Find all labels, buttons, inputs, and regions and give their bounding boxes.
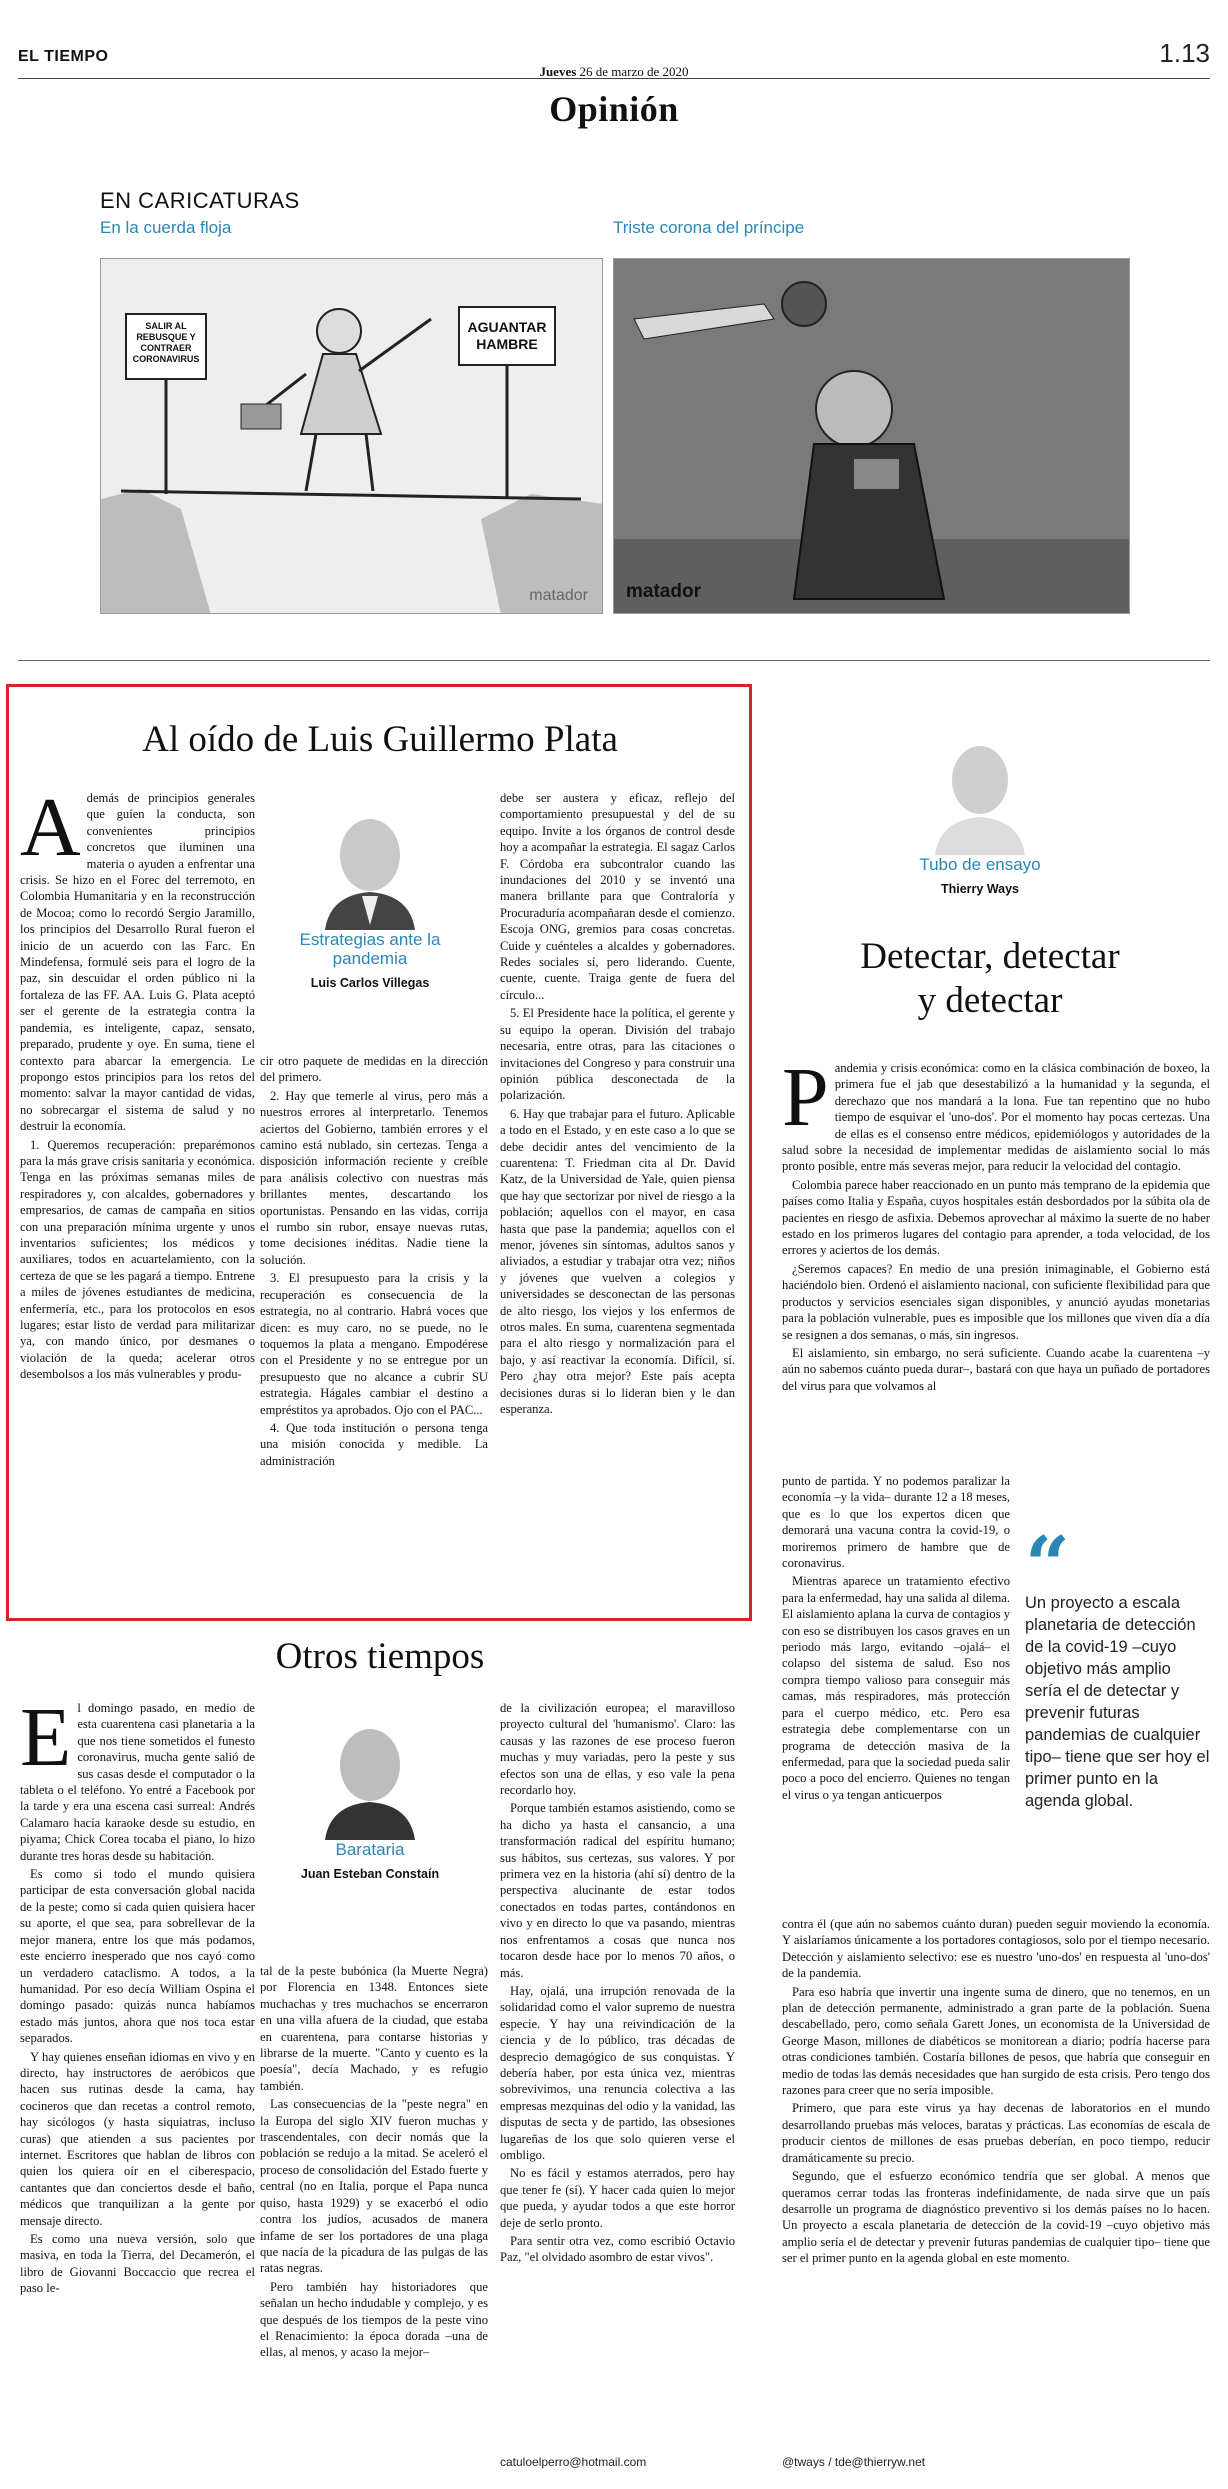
ways-col-top (782, 1060, 1210, 1470)
paragraph: El aislamiento, sin embargo, no será suficiente. Cuando acabe la cuarentena –y aún no sabemos cuánto pueda durar–, bastará con que haya un puñado de portadores del virus para que volvamos al (782, 1345, 1210, 1393)
author-photo (310, 1710, 430, 1840)
drop-cap: P (782, 1060, 829, 1144)
page-number: 1.13 (1159, 38, 1210, 68)
paragraph: Las consecuencias de la "peste negra" en la Europa del siglo XIV fueron muchas y trascendentales, con decir nomás que la población se redujo a la mitad. Se aceleró el proceso de consolidación del Estado fuerte y central (no en Italia, porque el Papa nunca quiso, hasta 1929) y se exacerbó el odio contra los judíos, acusados de manera infame de ser los portadores de una plaga que nacía de la picadura de las pulgas de las ratas negras. (260, 2097, 488, 2276)
plata-byline (260, 800, 480, 990)
column-title-plata: Al oído de Luis Guillermo Plata (142, 719, 618, 760)
paragraph: Mientras aparece un tratamiento efectivo para la enfermedad, hay una salida al dilema. El aislamiento aplana la curva de contagios y con eso se distribuyen los casos graves en un periodo más largo, evitando –ojalá– el colapso del sistema de salud. Eso nos compra tiempo valioso para conseguir más camas, más respiradores, más protección para el cuerpo médico, etc. Pero esa estrategia debe complementarse con un programa de detección masiva de la enfermedad, para que la sociedad pueda salir poco a poco del encierro. Quienes no tengan el virus o ya tengan anticuerpos (782, 1574, 1010, 1802)
paragraph: No es fácil y estamos aterrados, pero hay que tener fe (sí). Y hacer cada quien lo mejor que pueda, y ayudar todos a que este horror deje de serlo pronto. (500, 2166, 735, 2230)
ways-col-bottom (782, 1916, 1210, 2436)
otros-byline (260, 1710, 480, 1881)
cartoonist-signature: matador (626, 581, 701, 602)
cartoon-right-title: Triste corona del príncipe (613, 218, 805, 237)
title-line: Detectar, detectar (860, 936, 1120, 977)
sign-right: AGUANTAR HAMBRE (467, 319, 547, 352)
cartoon-tightrope (100, 258, 603, 614)
paragraph: 4. Que toda institución o persona tenga una misión conocida y medible. La administración (260, 1420, 488, 1468)
paragraph: Pandemia y crisis económica: como en la clásica combinación de boxeo, la primera fue el jab que desestabilizó a la humanidad y la segunda, el derechazo que nos mandará a la lona. Fue tan repentino que no hubo tiempo de esquivar el 'uno-dos'. Por el momento hay pocas certezas. Una de ellas es el consenso entre médicos, epidemiólogos y autoridades de la salud sobre la necesidad de implementar medidas de aislamiento social lo más pronto posible, entre más severas mejor, para reducir la velocidad del contagio. (782, 1060, 1210, 1174)
ways-col-mid (782, 1473, 1010, 1913)
paragraph: punto de partida. Y no podemos paralizar la economía –y la vida– durante 12 a 18 meses, que es lo que los expertos dicen que demorará una vacuna contra la covid-19, o moriremos primero de hambre que de coronavirus. (782, 1474, 1010, 1571)
author-email[interactable]: catuloelperro@hotmail.com (500, 2455, 647, 2469)
drop-cap: E (20, 1700, 72, 1784)
paragraph: contra él (que aún no sabemos cuánto duran) pueden seguir moviendo la economía. Y aislaríamos únicamente a los portadores contagiosos, solo por el tiempo necesario. Detección y aislamiento selectivo: ese es nuestro 'uno-dos' en respuesta al 'uno-dos' de la pandemia. (782, 1917, 1210, 1981)
author-photo (310, 800, 430, 930)
paragraph: 2. Hay que temerle al virus, pero más a nuestros errores al interpretarlo. Tenemos aciertos del Gobierno, también errores y el camino está nublado, sin certezas. Tenga a disposición información reciente y creíble para análisis colectivo con nuestras más brillantes mentes, descartando los oportunistas. Pensando en las vidas, corrija el rumbo sin rubor, ensaye nuevas rutas, tome decisiones inéditas. Nadie tiene la solución. (260, 1088, 488, 1267)
cartoon-prince (613, 258, 1130, 614)
masthead: EL TIEMPO (18, 48, 109, 65)
weekday: Jueves (539, 64, 577, 79)
quote-icon: “ (1025, 1520, 1070, 1611)
paragraph: tal de la peste bubónica (la Muerte Negra) por Florencia en 1348. Entonces siete muchachas y tres muchachos se encerraron en una villa afuera de la ciudad, que estaba en cuarentena, para contarse historias y librarse de la muerte. "Canto y cuento es la poesía", decía Machado, y es refugio también. (260, 1964, 488, 2093)
pull-quote-text: Un proyecto a escala planetaria de detección de la covid-19 –cuyo objetivo más amplio sería el de detectar y prevenir futuras pandemias de cualquier tipo– tiene que ser hoy el primer punto en la agenda global. (1025, 1594, 1210, 1810)
section-title: Opinión (549, 89, 679, 129)
author-name: Thierry Ways (940, 882, 1020, 896)
paragraph: Segundo, que el esfuerzo económico tendría que ser global. A menos que queramos cerrar todas las fronteras indefinidamente, de nada sirve que un país desarrolle un programa de diagnóstico preventivo si los demás países no lo hacen. Un proyecto a escala planetaria de detección de la covid-19 –cuyo objetivo más amplio sería el de detectar y prevenir futuras pandemias de cualquier tipo– tiene que ser el primer punto en la agenda global en este momento. (782, 2169, 1210, 2266)
paragraph: Primero, que para este virus ya hay decenas de laboratorios en el mundo desarrollando pruebas más veloces, baratas y prácticas. Las economías de escala de producir cientos de millones de esas pruebas deberían, en poco tiempo, reducir dramáticamente su precio. (782, 2101, 1210, 2165)
column-title-otros: Otros tiempos (275, 1636, 485, 1677)
paragraph: Para sentir otra vez, como escribió Octavio Paz, "el olvidado asombro de estar vivos". (500, 2234, 735, 2265)
cartoons-divider (18, 660, 1210, 661)
paragraph: 1. Queremos recuperación: preparémonos para la más grave crisis sanitaria y económica. Tenga en las próximas semanas miles de respiradores y, con alcaldes, gobernadores y empresarios, de camas de campaña en sitios con una preparación mínima urgente y unos inventarios suficientes; los médicos y auxiliares, todos en acuartelamiento, con la certeza de que se les pagará a tiempo. Entrene a miles de jóvenes estudiantes de medicina, enfermería, etc., para los protocolos en esos lugares; estar listo de verdad para militarizar ya, con mando único, por desmanes o violación de la queda; acelerar otros desembolsos a los más vulnerables y produ- (20, 1137, 255, 1382)
cartoon-left-title: En la cuerda floja (100, 218, 232, 237)
paragraph: debe ser austera y eficaz, reflejo del comportamiento presupuestal y del de su equipo. Invite a los órganos de control desde hoy a acompañar la estrategia. El sagaz Carlos F. Córdoba era subcontralor cuando las inundaciones del 2010 y se inventó una manera brillante para que Contraloría y Procuraduría acompañaran desde el comienzo. Escoja ONG, gremios para cosas concretas. Cuide y cuénteles a alcaldes y gobernadores. Redes sociales sí, pero liderando. Cuente, cuente, cuente. Traiga gente de fuera del círculo... (500, 791, 735, 1002)
author-photo (920, 725, 1040, 855)
paragraph: ¿Seremos capaces? En medio de una presión inimaginable, el Gobierno está haciéndolo bien. Ordenó el aislamiento nacional, con suficiente flexibilidad para que productos y servicios esenciales sigan disponibles, y anunció ayudas monetarias para la población vulnerable, pues es imposible que los millones que viven día a día se resignen a dos semanas, o más, sin ingresos. (782, 1261, 1210, 1342)
date: 26 de marzo de 2020 (579, 64, 689, 79)
author-contact[interactable]: @tways / tde@thierryw.net (782, 2455, 926, 2469)
paragraph: 3. El presupuesto para la crisis y la recuperación es consecuencia de la estrategia, no al contrario. Habrá voces que dicen: es muy caro, no se puede, no le toquemos la plata a mengano. Empodérese con el Presidente y no se entregue por un presupuesto que no alcance a cubrir SU estrategia. Hágales cambiar el destino a empréstitos ya aprobados. Ojo con el PAC... (260, 1271, 488, 1417)
paragraph: Es como si todo el mundo quisiera participar de esta conversación global nacida de la peste; como si cada quien quisiera hacer su aporte, el que sea, para sobrellevar de la mejor manera, entre los que más podamos, este encierro inesperado que nos cayó como un verdadero cataclismo. A todos, a la humanidad. Por eso decía William Ospina el domingo pasado: quizás nunca habíamos estado más juntos, ahora que nos toca estar separados. (20, 1867, 255, 2046)
paragraph: Porque también estamos asistiendo, como se ha dicho ya hasta el cansancio, a una transformación radical del espíritu humano; sus hábitos, sus certezas, sus valores. Y por primera vez en la historia (ahí sí) dentro de la perspectiva alucinante de estar todos conectados en todas partes, contándonos en vivo y en directo lo que va pasando, mientras nos enfrentamos a cosas que nunca nos tocaron desde hace por lo menos 70 años, o más. (500, 1801, 735, 1980)
author-name: Luis Carlos Villegas (310, 976, 430, 990)
paragraph: cir otro paquete de medidas en la dirección del primero. (260, 1054, 488, 1085)
paragraph: Es como una nueva versión, solo que masiva, en toda la Tierra, del Decamerón, el libro de Giovanni Boccaccio que recrea el paso le- (20, 2232, 255, 2296)
paragraph: Colombia parece haber reaccionado en un punto más temprano de la epidemia que países como Italia y España, cuyos hospitales están desbordados por la súbita ola de pacientes en riesgo de asfixia. Debemos aprovechar al máximo la suerte de no haber estado en los primeros lugares del contagio para aprender, a toda velocidad, de los errores y aciertos de los demás. (782, 1177, 1210, 1258)
paragraph: Hay, ojalá, una irrupción renovada de la solidaridad como el valor supremo de nuestra especie. Y hay una reivindicación de la ciencia y de lo público, tras décadas de desprecio demagógico de sus conquistas. Y debería haber, por esta única vez, mientras sobrevivimos, una renuncia colectiva a las empresas mezquinas del odio y la vanidad, las disputas de secta y de partido, las obsesiones lugareñas de los que solo quieren verse el ombligo. (500, 1983, 735, 2162)
cartoonist-signature: matador (529, 587, 588, 604)
paragraph: Pero también hay historiadores que señalan un hecho indudable y complejo, y es que después de los tiempos de la peste vino el Renacimiento: la época dorada –una de ellas, al menos, y acaso la mejor– (260, 2279, 488, 2360)
plata-col-3 (500, 790, 735, 1610)
otros-col-1 (20, 1700, 255, 2475)
paragraph: Y hay quienes enseñan idiomas en vivo y en directo, hay instructores de aeróbicos que hacen sus rutinas desde la cama, hay cocineros que dan recetas a control remoto, hay sicólogos (y hasta siquiatras, incluso curas) que atienden a sus pacientes por internet. Escritores que hablan de libros con quien los quiera oír en el ciberespacio, cantantes que dan conciertos desde el baño, médicos que tranquilizan a la gente por mensaje directo. (20, 2049, 255, 2228)
paragraph: Además de principios generales que guíen la conducta, son convenientes principios concretos que iluminen una materia o ayuden a enfrentar una crisis. Se hizo en el Forec del terremoto, en Colombia Humanitaria y en la reconstrucción de Mocoa; como lo recordó Sergio Jaramillo, los principios del Desarrollo Rural fueron el inicio de un acuerdo con las Farc. En Mindefensa, formulé seis para el logro de la paz, sin descuidar el orden público ni la fortaleza de las FF. AA. Luis G. Plata aceptó ser el gerente de la estrategia contra la pandemia, es inteligente, capaz, sensato, preparado, prudente y oye. En suma, tiene el contexto para abarcar la emergencia. Le propongo estos principios para los retos del momento: salvar la mayor cantidad de vidas, no sobrecargar el sistema de salud y no destruir la economía. (20, 790, 255, 1134)
column-title-ways (775, 935, 1205, 1023)
author-name: Juan Esteban Constaín (300, 1867, 440, 1881)
plata-col-1 (20, 790, 255, 1610)
column-kicker: Estrategias ante la pandemia (299, 930, 441, 968)
pull-quote (1025, 1520, 1210, 1812)
title-line: y detectar (917, 980, 1063, 1021)
cartoons-heading: EN CARICATURAS (100, 188, 300, 213)
paragraph: 5. El Presidente hace la política, el gerente y su equipo la operan. División del trabajo necesaria, entre otras, para las citaciones o invitaciones del Congreso y para construir una opinión pública desconectada de la polarización. (500, 1006, 735, 1103)
otros-col-3 (500, 1700, 735, 2450)
ways-byline (860, 725, 1100, 896)
paragraph: 6. Hay que trabajar para el futuro. Aplicable a todo en el Estado, y en este caso a lo que se debe decidir antes del vencimiento de la cuarentena: T. Friedman cita al Dr. David Katz, de la Universidad de Yale, quien piensa que hay que sectorizar por nivel de riesgo a la población; aquellos con el mayor, en casa hasta que pase la pandemia; aquellos con el menor, jóvenes sin síntomas, adultos sanos y aliviados, a estudiar y trabajar otra vez; niños y jóvenes que vuelven a colegios y universidades se desconectan de las personas de alto riesgo, los viejos y los enfermos de otros males. En suma, cuarentena segmentada para el alto riesgo y normalización para el bajo, y así reactivar la economía. Difícil, sí. Pero ¿hay otra mejor? Este país acepta decisiones duras si lo lideran bien y le dan esperanza. (500, 1106, 735, 1417)
drop-cap: A (20, 790, 81, 874)
column-kicker: Barataria (335, 1840, 405, 1859)
date-line (0, 64, 1228, 80)
paragraph: El domingo pasado, en medio de esta cuarentena casi planetaria a la que nos tiene sometidos el funesto coronavirus, mucha gente salió de sus casas desde el computador o la tableta o el teléfono. Yo entré a Facebook por la tarde y era una escena casi surreal: Andrés Calamaro hacía karaoke desde su estudio, en piyama; Chick Corea tocaba el piano, lo hizo durante tres horas desde su habitación. (20, 1700, 255, 1863)
paragraph: de la civilización europea; el maravilloso proyecto cultural del 'humanismo'. Claro: las causas y las razones de ese proceso fueron muchas y muy variadas, pero la peste y sus efectos son una de ellas, y eso vale la pena recordarlo hoy. (500, 1701, 735, 1798)
plata-col-2 (260, 1053, 488, 1613)
otros-col-2 (260, 1963, 488, 2475)
sign-left: SALIR AL REBUSQUE Y CONTRAER CORONAVIRUS (132, 321, 200, 364)
paragraph: Para eso habría que invertir una ingente suma de dinero, que no tenemos, en un plan de detección permanente, administrado a gran parte de la población. Suena descabellado, pero, como señala Garett Jones, un economista de la Universidad de George Mason, millones de diabéticos se monitorean a diario; podría hacerse para otras condiciones también. Costaría billones de pesos, que habría que conseguir en medio de todas las demás necesidades que han surgido de esta crisis. Pero tengo dos razones para creer que no sería imposible. (782, 1984, 1210, 2098)
column-kicker: Tubo de ensayo (919, 855, 1041, 874)
